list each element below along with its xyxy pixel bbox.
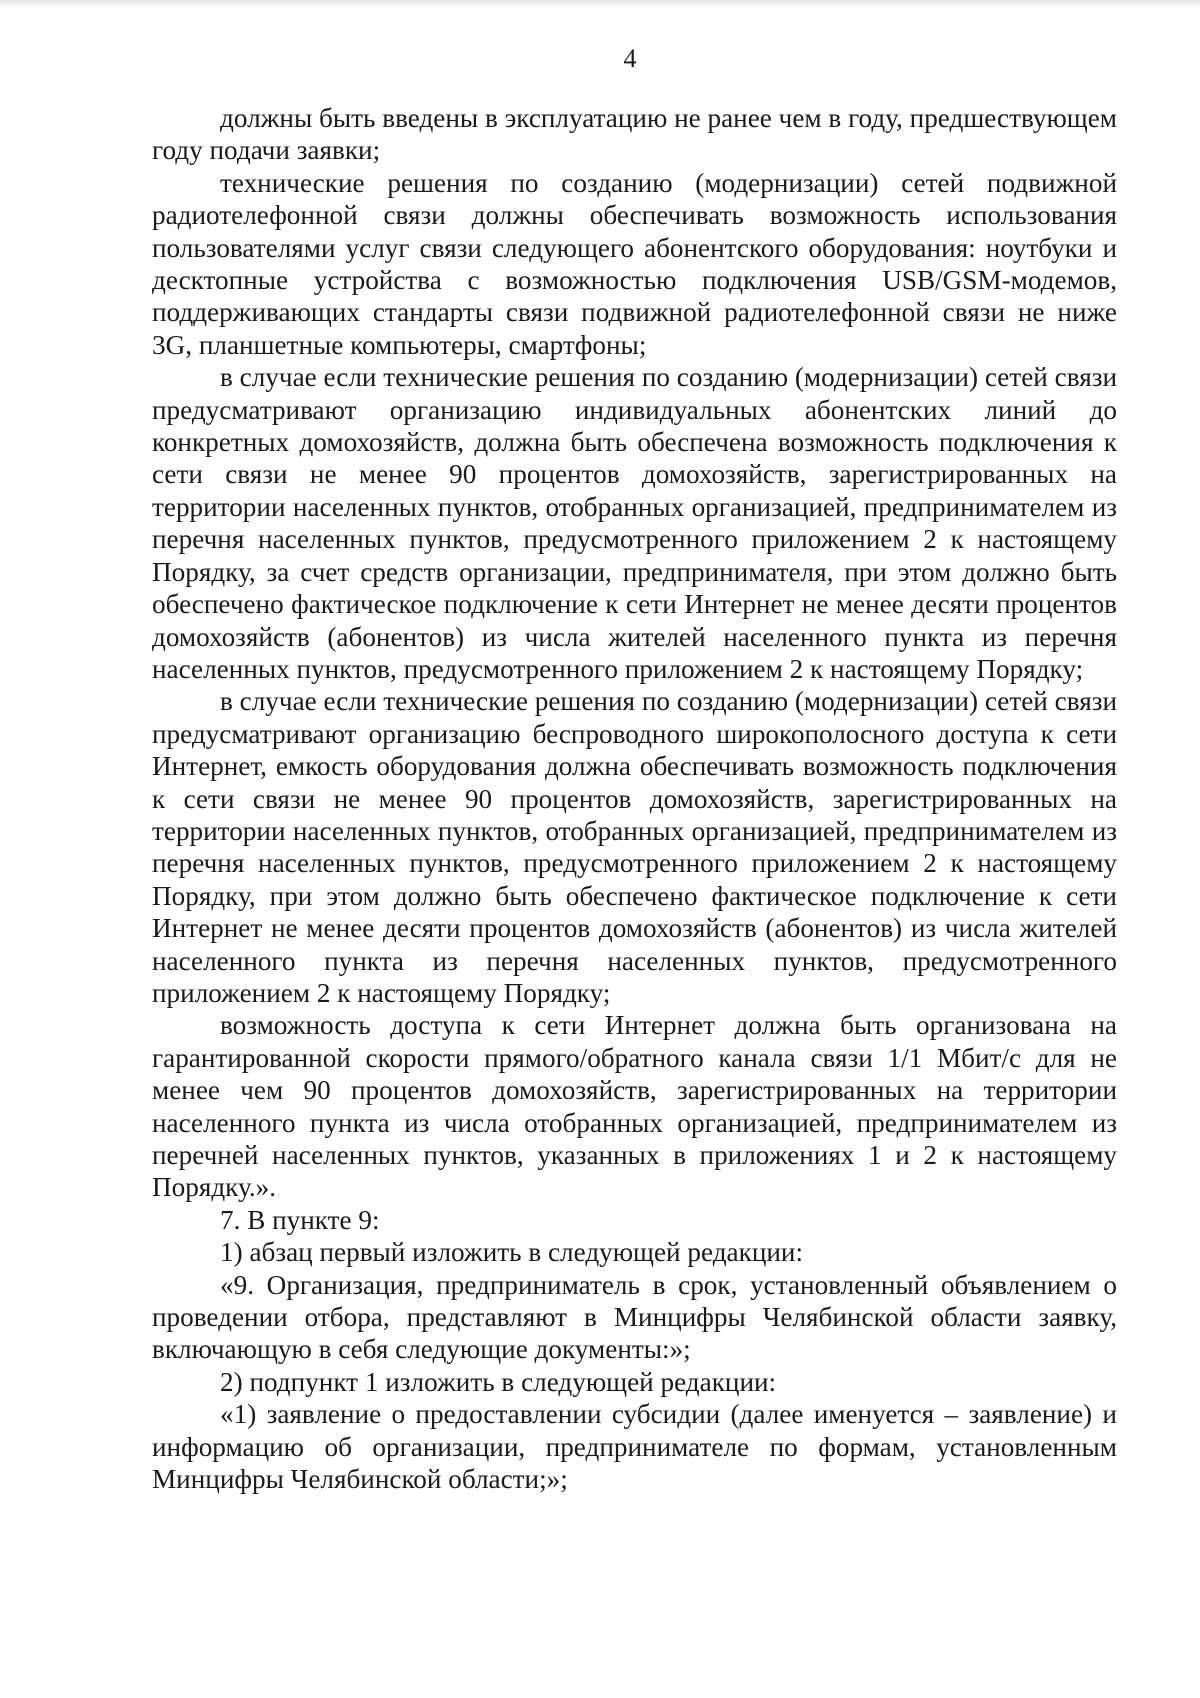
paragraph-subitem-1-instruction: 1) абзац первый изложить в следующей редакции: xyxy=(220,1237,804,1268)
paragraph-application-statement: «1) заявление о предоставлении субсидии (далее именуется – заявление) и информацию об организации, предпринимателе по формам, установленным Минцифры Челябинской области;»; xyxy=(152,1399,1117,1495)
paragraph-item-9-new-wording: «9. Организация, предприниматель в срок, установленный объявлением о проведении отбора, представляют в Минцифры Челябинской области заявку, включающую в себя следующие документы:»; xyxy=(152,1269,1117,1365)
paragraph-item-7-heading: 7. В пункте 9: xyxy=(220,1204,380,1235)
paragraph-guaranteed-speed: возможность доступа к сети Интернет должна быть организована на гарантированной скорости прямого/обратного канала связи 1/1 Мбит/с для не менее чем 90 процентов домохозяйств, зарегистрированных на территории населенного пункта из числа отобранных организацией, предпринимателем из перечней населенных пунктов, указанных в приложениях 1 и 2 к настоящему Порядку.». xyxy=(152,1010,1117,1203)
page-number: 4 xyxy=(623,44,637,73)
paragraph-subitem-2-instruction: 2) подпункт 1 изложить в следующей редакции: xyxy=(220,1366,777,1397)
scan-edge xyxy=(0,0,1200,8)
paragraph-commissioning-date: должны быть введены в эксплуатацию не ранее чем в году, предшествующем году подачи заявки; xyxy=(152,103,1117,166)
document-body xyxy=(152,102,1117,1495)
paragraph-wireless-broadband-access: в случае если технические решения по созданию (модернизации) сетей связи предусматривают организацию беспроводного широкополосного доступа к сети Интернет, емкость оборудования должна обеспечивать возможность подключения к сети связи не менее 90 процентов домохозяйств, зарегистрированных на территории населенных пунктов, отобранных организацией, предпринимателем из перечня населенных пунктов, предусмотренного приложением 2 к настоящему Порядку, при этом должно быть обеспечено фактическое подключение к сети Интернет не менее десяти процентов домохозяйств (абонентов) из числа жителей населенного пункта из перечня населенных пунктов, предусмотренного приложением 2 к настоящему Порядку; xyxy=(152,686,1117,1008)
paragraph-mobile-network-requirements: технические решения по созданию (модернизации) сетей подвижной радиотелефонной связи должны обеспечивать возможность использования пользователями услуг связи следующего абонентского оборудования: ноутбуки и десктопные устройства с возможностью подключения USB/GSM-модемов, поддерживающих стандарты связи подвижной радиотелефонной связи не ниже 3G, планшетные компьютеры, смартфоны; xyxy=(152,167,1117,360)
paragraph-individual-subscriber-lines: в случае если технические решения по созданию (модернизации) сетей связи предусматривают организацию индивидуальных абонентских линий до конкретных домохозяйств, должна быть обеспечена возможность подключения к сети связи не менее 90 процентов домохозяйств, зарегистрированных на территории населенных пунктов, отобранных организацией, предпринимателем из перечня населенных пунктов, предусмотренного приложением 2 к настоящему Порядку, за счет средств организации, предпринимателя, при этом должно быть обеспечено фактическое подключение к сети Интернет не менее десяти процентов домохозяйств (абонентов) из числа жителей населенного пункта из перечня населенных пунктов, предусмотренного приложением 2 к настоящему Порядку; xyxy=(152,362,1117,684)
